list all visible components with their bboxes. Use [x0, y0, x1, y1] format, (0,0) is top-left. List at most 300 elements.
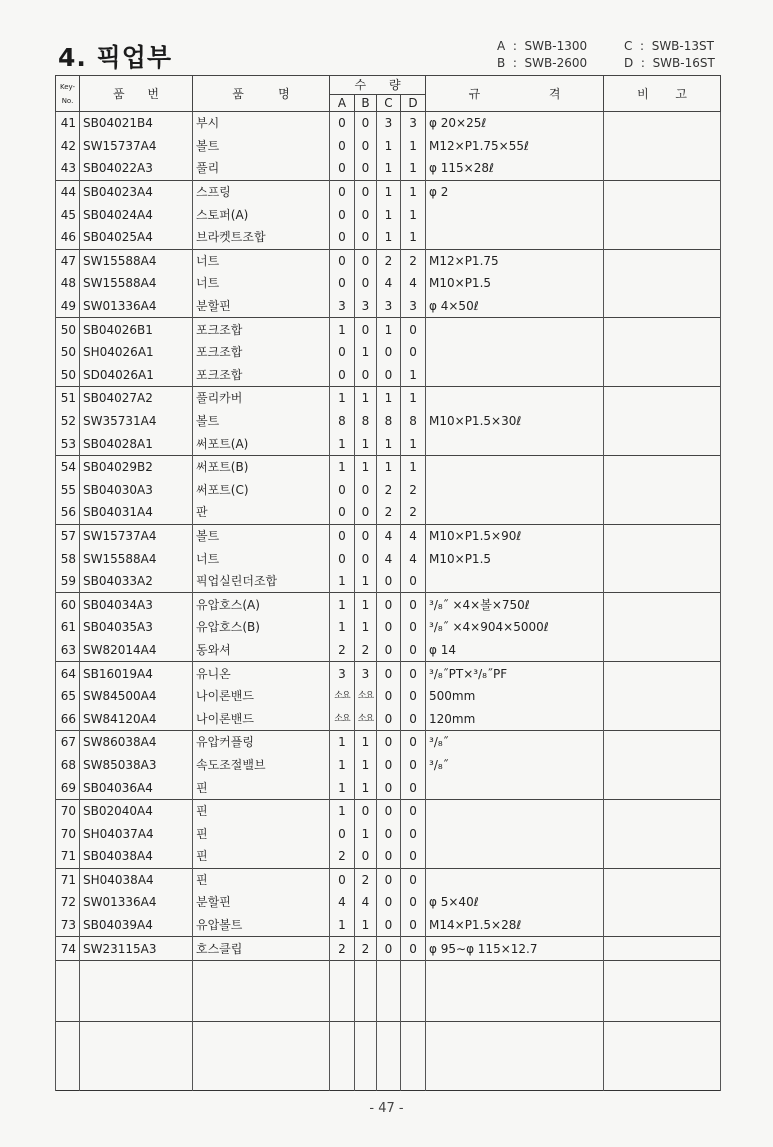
row-key-no: 74 — [56, 937, 80, 961]
empty-cell — [377, 1021, 401, 1090]
row-qty-b: 0 — [355, 799, 377, 822]
row-key-no: 58 — [56, 547, 80, 570]
row-qty-d: 0 — [401, 868, 426, 891]
row-spec: φ 95∼φ 115×12.7 — [426, 937, 604, 961]
row-key-no: 56 — [56, 501, 80, 524]
row-qty-b: 0 — [355, 157, 377, 180]
row-qty-d: 0 — [401, 754, 426, 777]
row-part-number: SW15737A4 — [80, 524, 193, 547]
table-row — [56, 937, 721, 961]
row-qty-b: 1 — [355, 914, 377, 937]
row-part-name: 스토퍼(A) — [193, 203, 330, 226]
row-key-no: 44 — [56, 180, 80, 203]
row-part-name: 나이론밴드 — [193, 707, 330, 730]
row-qty-d: 1 — [401, 226, 426, 249]
row-qty-d: 0 — [401, 639, 426, 662]
row-part-number: SW01336A4 — [80, 295, 193, 318]
row-key-no: 66 — [56, 707, 80, 730]
row-qty-b: 0 — [355, 226, 377, 249]
row-qty-d: 2 — [401, 479, 426, 502]
row-remarks — [604, 776, 721, 799]
row-qty-d: 0 — [401, 685, 426, 708]
row-remarks — [604, 891, 721, 914]
row-key-no: 50 — [56, 318, 80, 341]
row-qty-a: 0 — [330, 524, 355, 547]
row-part-name: 포크조합 — [193, 364, 330, 387]
row-qty-c: 0 — [377, 754, 401, 777]
row-qty-c: 2 — [377, 249, 401, 272]
row-qty-d: 1 — [401, 432, 426, 455]
table-row — [56, 776, 721, 799]
empty-cell — [80, 960, 193, 1021]
row-key-no: 64 — [56, 662, 80, 685]
row-qty-b: 1 — [355, 754, 377, 777]
row-part-number: SW84120A4 — [80, 707, 193, 730]
row-qty-d: 0 — [401, 341, 426, 364]
row-part-name: 유압볼트 — [193, 914, 330, 937]
row-key-no: 70 — [56, 799, 80, 822]
empty-cell — [330, 960, 355, 1021]
row-qty-c: 0 — [377, 662, 401, 685]
row-qty-a: 1 — [330, 776, 355, 799]
row-qty-d: 0 — [401, 914, 426, 937]
row-key-no: 69 — [56, 776, 80, 799]
table-row — [56, 570, 721, 593]
row-part-number: SB04030A3 — [80, 479, 193, 502]
row-qty-b: 4 — [355, 891, 377, 914]
row-spec — [426, 501, 604, 524]
row-qty-c: 0 — [377, 616, 401, 639]
row-part-number: SW85038A3 — [80, 754, 193, 777]
table-row — [56, 432, 721, 455]
table-row — [56, 479, 721, 502]
row-qty-c: 0 — [377, 707, 401, 730]
row-part-name: 써포트(C) — [193, 479, 330, 502]
row-part-number: SB16019A4 — [80, 662, 193, 685]
row-qty-a: 1 — [330, 914, 355, 937]
row-remarks — [604, 524, 721, 547]
row-qty-a: 0 — [330, 135, 355, 158]
row-qty-a: 0 — [330, 157, 355, 180]
row-part-number: SW86038A4 — [80, 731, 193, 754]
row-part-number: SW15588A4 — [80, 272, 193, 295]
table-row — [56, 341, 721, 364]
row-key-no: 50 — [56, 364, 80, 387]
empty-cell — [426, 960, 604, 1021]
row-part-number: SH04038A4 — [80, 868, 193, 891]
row-qty-c: 0 — [377, 937, 401, 961]
row-qty-a: 3 — [330, 295, 355, 318]
row-qty-c: 1 — [377, 203, 401, 226]
row-qty-b: 1 — [355, 731, 377, 754]
row-remarks — [604, 203, 721, 226]
section-title: 4. 픽업부 — [58, 43, 173, 72]
row-part-name: 써포트(A) — [193, 432, 330, 455]
row-qty-a: 1 — [330, 455, 355, 478]
table-row — [56, 707, 721, 730]
row-spec — [426, 387, 604, 410]
row-qty-b: 0 — [355, 318, 377, 341]
row-qty-a: 소요 — [330, 707, 355, 730]
row-spec: φ 4×50ℓ — [426, 295, 604, 318]
row-key-no: 45 — [56, 203, 80, 226]
empty-cell — [377, 960, 401, 1021]
row-qty-b: 0 — [355, 135, 377, 158]
row-qty-d: 0 — [401, 776, 426, 799]
row-qty-a: 0 — [330, 547, 355, 570]
row-qty-d: 0 — [401, 891, 426, 914]
row-qty-a: 1 — [330, 387, 355, 410]
row-remarks — [604, 341, 721, 364]
row-remarks — [604, 616, 721, 639]
row-qty-c: 0 — [377, 341, 401, 364]
row-qty-c: 0 — [377, 845, 401, 868]
row-key-no: 48 — [56, 272, 80, 295]
row-part-name: 너트 — [193, 547, 330, 570]
row-remarks — [604, 135, 721, 158]
row-remarks — [604, 455, 721, 478]
row-part-name: 핀 — [193, 776, 330, 799]
row-qty-b: 0 — [355, 501, 377, 524]
row-key-no: 71 — [56, 845, 80, 868]
row-part-number: SD04026A1 — [80, 364, 193, 387]
row-key-no: 60 — [56, 593, 80, 616]
row-part-number: SB04034A3 — [80, 593, 193, 616]
row-part-number: SB04027A2 — [80, 387, 193, 410]
row-remarks — [604, 226, 721, 249]
row-part-name: 너트 — [193, 249, 330, 272]
row-part-number: SB04036A4 — [80, 776, 193, 799]
row-part-name: 볼트 — [193, 410, 330, 433]
row-key-no: 72 — [56, 891, 80, 914]
row-spec: ³/₈˝ ×4×볼×750ℓ — [426, 593, 604, 616]
row-spec: M10×P1.5×90ℓ — [426, 524, 604, 547]
row-part-name: 볼트 — [193, 524, 330, 547]
row-spec: 500mm — [426, 685, 604, 708]
row-qty-a: 1 — [330, 754, 355, 777]
row-qty-d: 0 — [401, 570, 426, 593]
row-spec: φ 20×25ℓ — [426, 112, 604, 135]
row-part-number: SB04031A4 — [80, 501, 193, 524]
row-key-no: 59 — [56, 570, 80, 593]
row-qty-a: 4 — [330, 891, 355, 914]
row-qty-d: 0 — [401, 662, 426, 685]
row-key-no: 47 — [56, 249, 80, 272]
row-remarks — [604, 410, 721, 433]
parts-table — [55, 75, 721, 1091]
row-remarks — [604, 479, 721, 502]
row-qty-c: 3 — [377, 295, 401, 318]
row-qty-b: 0 — [355, 547, 377, 570]
row-qty-a: 1 — [330, 593, 355, 616]
table-row — [56, 387, 721, 410]
row-spec: M12×P1.75 — [426, 249, 604, 272]
empty-cell — [355, 960, 377, 1021]
row-part-number: SW35731A4 — [80, 410, 193, 433]
row-qty-b: 0 — [355, 203, 377, 226]
row-qty-c: 1 — [377, 226, 401, 249]
row-qty-b: 2 — [355, 868, 377, 891]
row-part-name: 풀리카버 — [193, 387, 330, 410]
row-qty-a: 0 — [330, 364, 355, 387]
row-part-name: 판 — [193, 501, 330, 524]
model-legend-item: C : SWB-13ST — [624, 39, 714, 53]
row-part-number: SH04026A1 — [80, 341, 193, 364]
empty-cell — [401, 1021, 426, 1090]
row-qty-a: 소요 — [330, 685, 355, 708]
row-qty-d: 0 — [401, 799, 426, 822]
row-qty-b: 0 — [355, 249, 377, 272]
table-row — [56, 226, 721, 249]
row-qty-c: 0 — [377, 593, 401, 616]
row-qty-a: 0 — [330, 341, 355, 364]
model-legend-item: B : SWB-2600 — [497, 56, 588, 70]
empty-cell — [56, 1021, 80, 1090]
row-qty-d: 0 — [401, 616, 426, 639]
row-spec: M12×P1.75×55ℓ — [426, 135, 604, 158]
table-row — [56, 112, 721, 135]
row-part-number: SW23115A3 — [80, 937, 193, 961]
row-qty-b: 2 — [355, 937, 377, 961]
row-qty-d: 0 — [401, 845, 426, 868]
row-qty-c: 1 — [377, 455, 401, 478]
table-row — [56, 845, 721, 868]
row-part-number: SB04025A4 — [80, 226, 193, 249]
row-remarks — [604, 112, 721, 135]
row-qty-c: 0 — [377, 799, 401, 822]
row-part-name: 볼트 — [193, 135, 330, 158]
row-qty-b: 소요 — [355, 685, 377, 708]
header-remarks: 비 고 — [604, 76, 721, 112]
row-qty-d: 0 — [401, 937, 426, 961]
header-part-name: 품 명 — [193, 76, 330, 112]
row-qty-b: 1 — [355, 570, 377, 593]
row-qty-c: 1 — [377, 180, 401, 203]
row-spec — [426, 822, 604, 845]
row-spec: ³/₈˝ ×4×904×5000ℓ — [426, 616, 604, 639]
row-qty-d: 8 — [401, 410, 426, 433]
row-key-no: 51 — [56, 387, 80, 410]
row-qty-b: 0 — [355, 845, 377, 868]
row-part-number: SB04033A2 — [80, 570, 193, 593]
table-row — [56, 524, 721, 547]
row-remarks — [604, 432, 721, 455]
row-remarks — [604, 707, 721, 730]
row-part-number: SW15737A4 — [80, 135, 193, 158]
row-part-number: SW82014A4 — [80, 639, 193, 662]
row-spec — [426, 479, 604, 502]
table-row-empty — [56, 960, 721, 1021]
row-qty-b: 3 — [355, 295, 377, 318]
row-qty-b: 1 — [355, 432, 377, 455]
row-remarks — [604, 180, 721, 203]
row-key-no: 63 — [56, 639, 80, 662]
row-remarks — [604, 318, 721, 341]
row-spec: M14×P1.5×28ℓ — [426, 914, 604, 937]
row-remarks — [604, 157, 721, 180]
empty-cell — [426, 1021, 604, 1090]
row-qty-a: 2 — [330, 639, 355, 662]
row-part-name: 스프링 — [193, 180, 330, 203]
row-spec — [426, 226, 604, 249]
row-spec: φ 14 — [426, 639, 604, 662]
row-part-name: 핀 — [193, 799, 330, 822]
row-qty-d: 0 — [401, 593, 426, 616]
row-qty-a: 2 — [330, 845, 355, 868]
row-qty-a: 1 — [330, 432, 355, 455]
row-part-name: 유니온 — [193, 662, 330, 685]
row-part-name: 부시 — [193, 112, 330, 135]
header-qty-c: C — [377, 95, 401, 112]
row-key-no: 50 — [56, 341, 80, 364]
row-part-number: SB04039A4 — [80, 914, 193, 937]
table-row — [56, 891, 721, 914]
row-qty-b: 3 — [355, 662, 377, 685]
row-remarks — [604, 501, 721, 524]
row-part-number: SB04021B4 — [80, 112, 193, 135]
row-remarks — [604, 754, 721, 777]
row-remarks — [604, 685, 721, 708]
row-qty-d: 1 — [401, 157, 426, 180]
row-qty-c: 4 — [377, 524, 401, 547]
row-qty-b: 1 — [355, 822, 377, 845]
table-row — [56, 662, 721, 685]
row-spec — [426, 799, 604, 822]
row-qty-b: 1 — [355, 387, 377, 410]
row-remarks — [604, 639, 721, 662]
row-qty-c: 0 — [377, 914, 401, 937]
row-qty-d: 2 — [401, 501, 426, 524]
row-spec: M10×P1.5 — [426, 547, 604, 570]
row-qty-a: 1 — [330, 616, 355, 639]
row-key-no: 43 — [56, 157, 80, 180]
row-qty-b: 1 — [355, 776, 377, 799]
header-spec: 규 격 — [426, 76, 604, 112]
row-qty-a: 0 — [330, 479, 355, 502]
row-remarks — [604, 547, 721, 570]
row-qty-d: 1 — [401, 455, 426, 478]
row-part-name: 써포트(B) — [193, 455, 330, 478]
empty-cell — [401, 960, 426, 1021]
header-qty-d: D — [401, 95, 426, 112]
row-spec: M10×P1.5 — [426, 272, 604, 295]
table-row — [56, 272, 721, 295]
row-remarks — [604, 662, 721, 685]
table-row — [56, 616, 721, 639]
row-spec — [426, 318, 604, 341]
row-qty-c: 1 — [377, 432, 401, 455]
row-spec: M10×P1.5×30ℓ — [426, 410, 604, 433]
row-key-no: 67 — [56, 731, 80, 754]
row-qty-c: 0 — [377, 685, 401, 708]
row-qty-d: 4 — [401, 547, 426, 570]
table-row — [56, 501, 721, 524]
row-remarks — [604, 387, 721, 410]
row-part-number: SB04038A4 — [80, 845, 193, 868]
row-spec — [426, 341, 604, 364]
table-row — [56, 203, 721, 226]
row-qty-d: 4 — [401, 272, 426, 295]
row-remarks — [604, 868, 721, 891]
row-part-name: 픽업실린더조합 — [193, 570, 330, 593]
row-qty-a: 0 — [330, 822, 355, 845]
row-remarks — [604, 249, 721, 272]
row-qty-a: 2 — [330, 937, 355, 961]
header-quantity: 수 량 — [330, 76, 426, 95]
table-row — [56, 157, 721, 180]
row-remarks — [604, 937, 721, 961]
empty-cell — [355, 1021, 377, 1090]
table-row — [56, 799, 721, 822]
table-row — [56, 639, 721, 662]
header-part-number: 품 번 — [80, 76, 193, 112]
row-key-no: 46 — [56, 226, 80, 249]
row-qty-c: 2 — [377, 479, 401, 502]
row-remarks — [604, 845, 721, 868]
row-part-name: 동와셔 — [193, 639, 330, 662]
table-row — [56, 914, 721, 937]
row-spec — [426, 845, 604, 868]
row-remarks — [604, 914, 721, 937]
row-remarks — [604, 364, 721, 387]
row-qty-d: 0 — [401, 707, 426, 730]
empty-cell — [330, 1021, 355, 1090]
page-number: - 47 - — [369, 1101, 404, 1116]
row-remarks — [604, 731, 721, 754]
row-key-no: 70 — [56, 822, 80, 845]
row-qty-d: 0 — [401, 822, 426, 845]
row-qty-c: 3 — [377, 112, 401, 135]
row-part-name: 속도조절밸브 — [193, 754, 330, 777]
table-row — [56, 593, 721, 616]
table-row — [56, 731, 721, 754]
table-row — [56, 868, 721, 891]
row-part-number: SB04028A1 — [80, 432, 193, 455]
row-qty-a: 8 — [330, 410, 355, 433]
row-spec: φ 2 — [426, 180, 604, 203]
row-remarks — [604, 822, 721, 845]
row-qty-a: 1 — [330, 570, 355, 593]
row-part-name: 핀 — [193, 822, 330, 845]
row-qty-d: 4 — [401, 524, 426, 547]
empty-cell — [604, 960, 721, 1021]
row-qty-a: 1 — [330, 799, 355, 822]
row-qty-c: 0 — [377, 570, 401, 593]
row-part-number: SW15588A4 — [80, 547, 193, 570]
row-qty-c: 4 — [377, 547, 401, 570]
row-qty-c: 1 — [377, 157, 401, 180]
row-qty-c: 0 — [377, 822, 401, 845]
table-row — [56, 295, 721, 318]
row-qty-a: 0 — [330, 249, 355, 272]
row-qty-b: 2 — [355, 639, 377, 662]
table-row — [56, 135, 721, 158]
row-qty-a: 0 — [330, 226, 355, 249]
row-qty-c: 0 — [377, 731, 401, 754]
row-part-name: 풀리 — [193, 157, 330, 180]
row-key-no: 57 — [56, 524, 80, 547]
table-row — [56, 180, 721, 203]
row-qty-a: 0 — [330, 180, 355, 203]
row-part-name: 브라켓트조합 — [193, 226, 330, 249]
row-part-name: 포크조합 — [193, 341, 330, 364]
row-spec: ³/₈˝PT×³/₈˝PF — [426, 662, 604, 685]
row-key-no: 68 — [56, 754, 80, 777]
row-qty-a: 0 — [330, 112, 355, 135]
row-key-no: 53 — [56, 432, 80, 455]
header-key-no: Key- No. — [56, 76, 80, 112]
row-qty-a: 3 — [330, 662, 355, 685]
